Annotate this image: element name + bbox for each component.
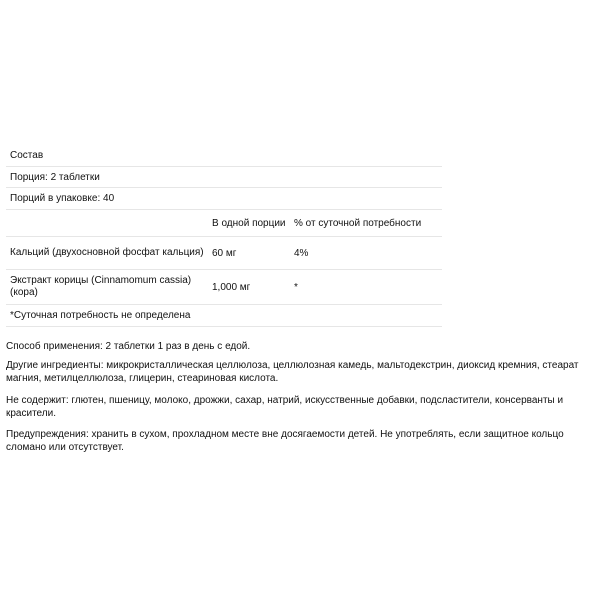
free-of-text: Не содержит: глютен, пшеницу, молоко, дрожжи, сахар, натрий, искусственные добавки, подсластители, консерванты и красители.: [6, 395, 564, 419]
other-ingredients-text: Другие ингредиенты: микрокристаллическая целлюлоза, целлюлозная камедь, мальтодекстрин, диоксид кремния, стеарат магния, метилцеллюлоза, глицерин, стеариновая кислота.: [6, 360, 579, 384]
nutrient-row: [6, 270, 442, 305]
nutrient-amount: 60 мг: [212, 247, 237, 259]
facts-header-row: [6, 210, 442, 237]
header-daily-value: % от суточной потребности: [294, 217, 422, 229]
footnote-row: [6, 305, 442, 327]
supplement-facts-panel: [6, 145, 442, 327]
daily-value-footnote: *Суточная потребность не определена: [10, 310, 191, 321]
facts-title-row: [6, 145, 442, 167]
nutrient-name: Кальций (двухосновной фосфат кальция): [10, 247, 204, 258]
header-per-serving: В одной порции: [212, 217, 286, 229]
nutrient-daily-value: 4%: [294, 247, 309, 259]
serving-size: Порция: 2 таблетки: [10, 171, 100, 183]
servings-per-container-row: [6, 188, 442, 210]
facts-title: Состав: [10, 150, 44, 161]
warnings-text: Предупреждения: хранить в сухом, прохладном месте вне досягаемости детей. Не употреблять, если защитное кольцо сломано или отсутствует.: [6, 429, 564, 453]
nutrient-amount: 1,000 мг: [212, 281, 251, 293]
serving-size-row: [6, 167, 442, 188]
nutrient-daily-value: *: [294, 281, 298, 293]
nutrient-name: Экстракт корицы (Cinnamomum cassia) (кора): [10, 275, 192, 298]
servings-per-container: Порций в упаковке: 40: [10, 193, 115, 204]
usage-text: Способ применения: 2 таблетки 1 раз в день с едой.: [6, 341, 251, 352]
nutrient-row: [6, 237, 442, 270]
